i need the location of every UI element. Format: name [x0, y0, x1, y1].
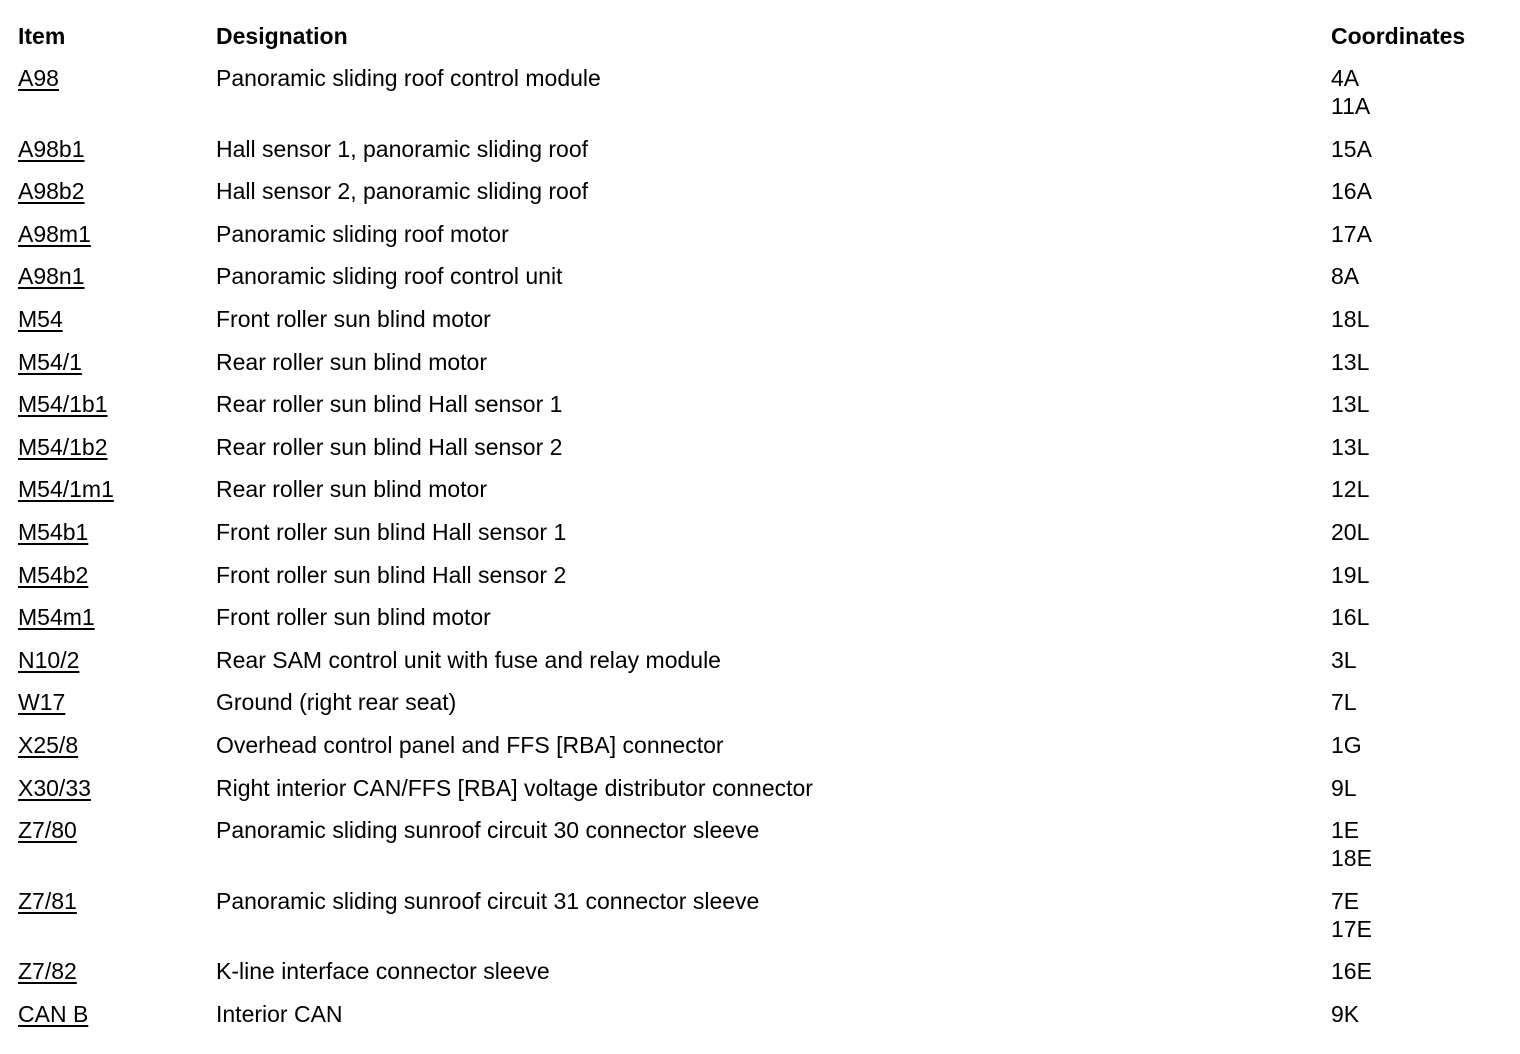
coordinates-cell — [1331, 64, 1491, 120]
item-link[interactable]: M54b1 — [18, 518, 89, 545]
item-cell — [18, 177, 216, 205]
table-row — [18, 731, 1498, 774]
item-link[interactable]: M54m1 — [18, 604, 95, 631]
coordinates-cell — [1331, 305, 1491, 333]
coordinate-value: 7L — [1331, 689, 1357, 716]
designation-cell: Rear SAM control unit with fuse and relay module — [216, 646, 721, 673]
coordinates-cell — [1331, 518, 1491, 546]
coordinate-value: 16L — [1331, 604, 1370, 631]
designation-cell: K-line interface connector sleeve — [216, 958, 550, 985]
item-link[interactable]: A98b2 — [18, 178, 85, 205]
coordinates-cell — [1331, 135, 1491, 163]
coordinates-cell — [1331, 603, 1491, 631]
coordinate-value: 9L — [1331, 774, 1357, 801]
item-link[interactable]: A98n1 — [18, 263, 85, 290]
table-row — [18, 688, 1498, 731]
designation-cell: Panoramic sliding roof control unit — [216, 263, 563, 290]
table-row — [18, 64, 1498, 135]
item-link[interactable]: X30/33 — [18, 774, 91, 801]
designation-cell: Front roller sun blind motor — [216, 305, 491, 332]
coordinate-value: 11A — [1331, 93, 1371, 119]
table-row — [18, 177, 1498, 220]
coordinate-value: 1E — [1331, 817, 1360, 844]
designation-cell: Panoramic sliding sunroof circuit 30 connector sleeve — [216, 817, 760, 844]
coordinates-cell — [1331, 816, 1491, 872]
table-header — [18, 22, 1498, 64]
item-cell — [18, 887, 216, 915]
item-cell — [18, 603, 216, 631]
item-cell — [18, 305, 216, 333]
item-link[interactable]: Z7/80 — [18, 817, 77, 844]
coordinate-value: 3L — [1331, 646, 1357, 673]
coordinate-value: 15A — [1331, 135, 1372, 162]
item-link[interactable]: M54/1b2 — [18, 433, 108, 460]
item-link[interactable]: M54/1m1 — [18, 476, 114, 503]
designation-cell: Panoramic sliding roof motor — [216, 220, 509, 247]
designation-cell: Right interior CAN/FFS [RBA] voltage distributor connector — [216, 774, 813, 801]
table-row — [18, 603, 1498, 646]
item-cell — [18, 433, 216, 461]
designation-cell: Front roller sun blind Hall sensor 1 — [216, 518, 567, 545]
designation-column-header: Designation — [216, 23, 348, 49]
table-row — [18, 957, 1498, 1000]
coordinates-cell — [1331, 390, 1491, 418]
designation-cell: Rear roller sun blind motor — [216, 476, 488, 503]
table-row — [18, 816, 1498, 887]
table-row — [18, 646, 1498, 689]
coordinates-cell — [1331, 561, 1491, 589]
table-row — [18, 1000, 1498, 1043]
coordinates-cell — [1331, 688, 1491, 716]
item-link[interactable]: M54b2 — [18, 561, 89, 588]
table-row — [18, 475, 1498, 518]
designation-cell: Rear roller sun blind Hall sensor 2 — [216, 433, 563, 460]
item-cell — [18, 731, 216, 759]
component-table — [18, 22, 1498, 1042]
table-row — [18, 305, 1498, 348]
coordinate-value: 8A — [1331, 263, 1360, 290]
designation-cell: Front roller sun blind motor — [216, 604, 491, 631]
table-row — [18, 887, 1498, 958]
item-cell — [18, 262, 216, 290]
item-cell — [18, 348, 216, 376]
coordinate-value: 13L — [1331, 433, 1370, 460]
designation-cell: Ground (right rear seat) — [216, 689, 457, 716]
item-link[interactable]: A98b1 — [18, 135, 85, 162]
coordinate-value: 16A — [1331, 178, 1372, 205]
coordinates-cell — [1331, 646, 1491, 674]
coordinates-cell — [1331, 177, 1491, 205]
coordinates-cell — [1331, 887, 1491, 943]
item-link[interactable]: A98m1 — [18, 220, 91, 247]
designation-cell: Rear roller sun blind motor — [216, 348, 488, 375]
table-row — [18, 433, 1498, 476]
coordinate-value: 17A — [1331, 220, 1372, 247]
item-cell — [18, 135, 216, 163]
coordinates-cell — [1331, 348, 1491, 376]
coordinate-value: 7E — [1331, 887, 1360, 914]
designation-cell: Interior CAN — [216, 1000, 343, 1027]
item-link[interactable]: W17 — [18, 689, 66, 716]
table-row — [18, 220, 1498, 263]
item-cell — [18, 518, 216, 546]
item-cell — [18, 220, 216, 248]
item-cell — [18, 1000, 216, 1028]
coordinate-value: 18E — [1331, 845, 1372, 872]
table-row — [18, 348, 1498, 391]
item-link[interactable]: Z7/81 — [18, 887, 77, 914]
item-cell — [18, 957, 216, 985]
table-body — [18, 64, 1498, 1042]
designation-cell: Hall sensor 1, panoramic sliding roof — [216, 135, 589, 162]
item-link[interactable]: CAN B — [18, 1000, 89, 1027]
item-cell — [18, 774, 216, 802]
coordinates-cell — [1331, 220, 1491, 248]
item-link[interactable]: M54 — [18, 305, 63, 332]
table-row — [18, 518, 1498, 561]
coordinates-cell — [1331, 262, 1491, 290]
table-row — [18, 390, 1498, 433]
item-cell — [18, 64, 216, 92]
item-cell — [18, 816, 216, 844]
designation-cell: Overhead control panel and FFS [RBA] connector — [216, 731, 724, 758]
item-link[interactable]: A98 — [18, 65, 59, 91]
coordinates-cell — [1331, 731, 1491, 759]
item-cell — [18, 390, 216, 418]
table-row — [18, 774, 1498, 817]
coordinate-value: 17E — [1331, 915, 1372, 942]
coordinates-cell — [1331, 774, 1491, 802]
coordinate-value: 13L — [1331, 391, 1370, 418]
coordinate-value: 9K — [1331, 1000, 1360, 1027]
designation-cell: Rear roller sun blind Hall sensor 1 — [216, 391, 563, 418]
coordinate-value: 19L — [1331, 561, 1370, 588]
item-link[interactable]: X25/8 — [18, 731, 79, 758]
designation-cell: Front roller sun blind Hall sensor 2 — [216, 561, 567, 588]
coordinate-value: 16E — [1331, 958, 1372, 985]
coordinates-column-header: Coordinates — [1331, 23, 1466, 49]
item-link[interactable]: M54/1 — [18, 348, 82, 375]
coordinate-value: 13L — [1331, 348, 1370, 375]
coordinate-value: 18L — [1331, 305, 1370, 332]
coordinate-value: 12L — [1331, 476, 1370, 503]
coordinate-value: 4A — [1331, 65, 1360, 91]
designation-cell: Panoramic sliding sunroof circuit 31 connector sleeve — [216, 887, 760, 914]
designation-cell: Hall sensor 2, panoramic sliding roof — [216, 178, 589, 205]
coordinates-cell — [1331, 433, 1491, 461]
coordinates-cell — [1331, 1000, 1491, 1028]
coordinate-value: 1G — [1331, 731, 1362, 758]
table-row — [18, 262, 1498, 305]
item-link[interactable]: N10/2 — [18, 646, 80, 673]
designation-cell: Panoramic sliding roof control module — [216, 65, 601, 91]
item-cell — [18, 475, 216, 503]
item-cell — [18, 688, 216, 716]
coordinate-value: 20L — [1331, 518, 1370, 545]
table-row — [18, 135, 1498, 178]
item-cell — [18, 561, 216, 589]
table-row — [18, 561, 1498, 604]
item-link[interactable]: Z7/82 — [18, 958, 77, 985]
coordinates-cell — [1331, 957, 1491, 985]
item-column-header: Item — [18, 23, 66, 49]
item-cell — [18, 646, 216, 674]
coordinates-cell — [1331, 475, 1491, 503]
item-link[interactable]: M54/1b1 — [18, 391, 108, 418]
